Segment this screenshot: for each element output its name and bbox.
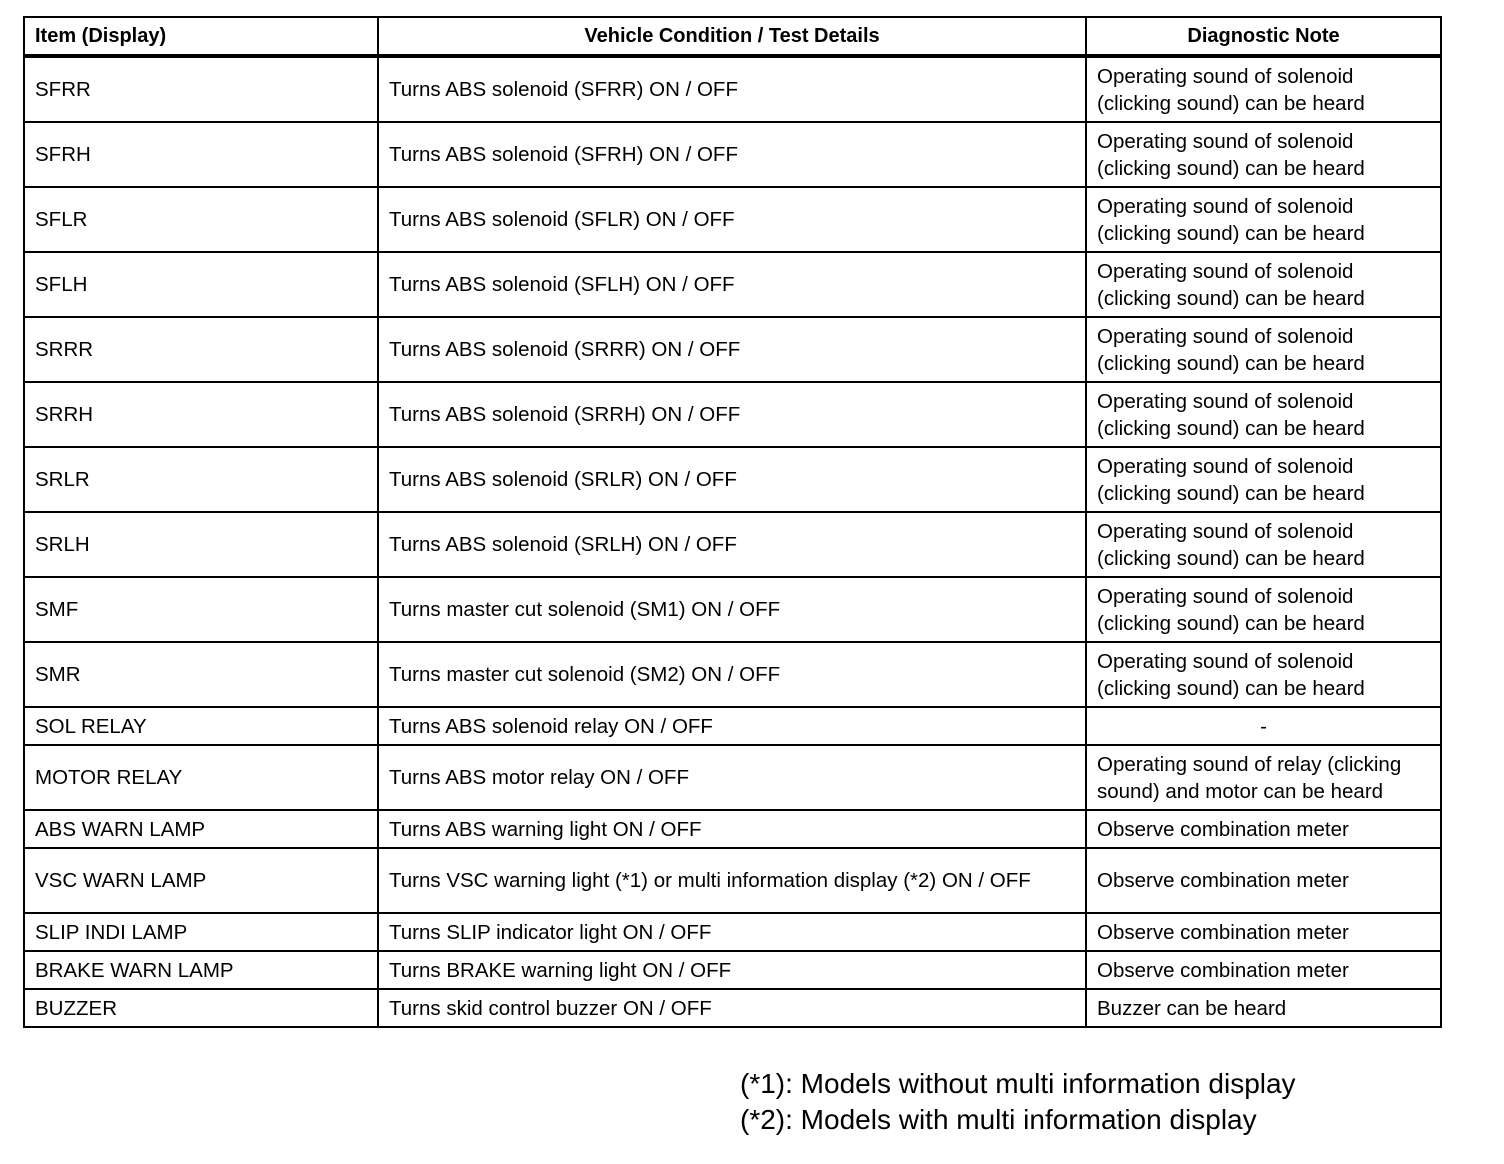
note-cell: Observe combination meter bbox=[1086, 848, 1441, 913]
item-cell: SRLH bbox=[24, 512, 378, 577]
details-cell: Turns ABS motor relay ON / OFF bbox=[378, 745, 1086, 810]
header-details: Vehicle Condition / Test Details bbox=[378, 17, 1086, 56]
note-cell: - bbox=[1086, 707, 1441, 745]
details-cell: Turns master cut solenoid (SM1) ON / OFF bbox=[378, 577, 1086, 642]
table-row bbox=[24, 642, 1441, 707]
details-cell: Turns VSC warning light (*1) or multi information display (*2) ON / OFF bbox=[378, 848, 1086, 913]
footnote-2: (*2): Models with multi information display bbox=[740, 1104, 1257, 1135]
item-cell: VSC WARN LAMP bbox=[24, 848, 378, 913]
footnote-1: (*1): Models without multi information display bbox=[740, 1068, 1296, 1099]
table-row bbox=[24, 848, 1441, 913]
details-cell: Turns ABS solenoid (SRRR) ON / OFF bbox=[378, 317, 1086, 382]
header-item: Item (Display) bbox=[24, 17, 378, 56]
details-cell: Turns master cut solenoid (SM2) ON / OFF bbox=[378, 642, 1086, 707]
table-row bbox=[24, 913, 1441, 951]
details-cell: Turns ABS warning light ON / OFF bbox=[378, 810, 1086, 848]
item-cell: SOL RELAY bbox=[24, 707, 378, 745]
note-cell: Observe combination meter bbox=[1086, 810, 1441, 848]
note-cell: Observe combination meter bbox=[1086, 913, 1441, 951]
table-row bbox=[24, 810, 1441, 848]
details-cell: Turns ABS solenoid (SRLR) ON / OFF bbox=[378, 447, 1086, 512]
table-row bbox=[24, 447, 1441, 512]
details-cell: Turns ABS solenoid (SFRH) ON / OFF bbox=[378, 122, 1086, 187]
note-cell: Observe combination meter bbox=[1086, 951, 1441, 989]
note-cell: Operating sound of solenoid (clicking sound) can be heard bbox=[1086, 382, 1441, 447]
table-row bbox=[24, 382, 1441, 447]
table-row bbox=[24, 707, 1441, 745]
item-cell: SFRH bbox=[24, 122, 378, 187]
item-cell: SFLH bbox=[24, 252, 378, 317]
details-cell: Turns ABS solenoid (SFLH) ON / OFF bbox=[378, 252, 1086, 317]
details-cell: Turns SLIP indicator light ON / OFF bbox=[378, 913, 1086, 951]
item-cell: BUZZER bbox=[24, 989, 378, 1027]
note-cell: Operating sound of relay (clicking sound) and motor can be heard bbox=[1086, 745, 1441, 810]
details-cell: Turns ABS solenoid (SFRR) ON / OFF bbox=[378, 56, 1086, 122]
details-cell: Turns ABS solenoid (SFLR) ON / OFF bbox=[378, 187, 1086, 252]
details-cell: Turns ABS solenoid (SRLH) ON / OFF bbox=[378, 512, 1086, 577]
active-test-table bbox=[23, 16, 1442, 1028]
item-cell: MOTOR RELAY bbox=[24, 745, 378, 810]
item-cell: SRRR bbox=[24, 317, 378, 382]
item-cell: ABS WARN LAMP bbox=[24, 810, 378, 848]
note-cell: Operating sound of solenoid (clicking sound) can be heard bbox=[1086, 252, 1441, 317]
details-cell: Turns ABS solenoid relay ON / OFF bbox=[378, 707, 1086, 745]
table-row bbox=[24, 951, 1441, 989]
item-cell: SFLR bbox=[24, 187, 378, 252]
note-cell: Operating sound of solenoid (clicking sound) can be heard bbox=[1086, 122, 1441, 187]
note-cell: Operating sound of solenoid (clicking sound) can be heard bbox=[1086, 447, 1441, 512]
table-row bbox=[24, 745, 1441, 810]
table-row bbox=[24, 56, 1441, 122]
details-cell: Turns skid control buzzer ON / OFF bbox=[378, 989, 1086, 1027]
table-row bbox=[24, 122, 1441, 187]
item-cell: SLIP INDI LAMP bbox=[24, 913, 378, 951]
table-row bbox=[24, 577, 1441, 642]
details-cell: Turns ABS solenoid (SRRH) ON / OFF bbox=[378, 382, 1086, 447]
item-cell: SMR bbox=[24, 642, 378, 707]
table-row bbox=[24, 317, 1441, 382]
note-cell: Operating sound of solenoid (clicking sound) can be heard bbox=[1086, 317, 1441, 382]
details-cell: Turns BRAKE warning light ON / OFF bbox=[378, 951, 1086, 989]
item-cell: BRAKE WARN LAMP bbox=[24, 951, 378, 989]
header-note: Diagnostic Note bbox=[1086, 17, 1441, 56]
header-row bbox=[24, 17, 1441, 56]
note-cell: Buzzer can be heard bbox=[1086, 989, 1441, 1027]
note-cell: Operating sound of solenoid (clicking sound) can be heard bbox=[1086, 56, 1441, 122]
item-cell: SRRH bbox=[24, 382, 378, 447]
item-cell: SRLR bbox=[24, 447, 378, 512]
note-cell: Operating sound of solenoid (clicking sound) can be heard bbox=[1086, 577, 1441, 642]
item-cell: SMF bbox=[24, 577, 378, 642]
table-row bbox=[24, 989, 1441, 1027]
note-cell: Operating sound of solenoid (clicking sound) can be heard bbox=[1086, 187, 1441, 252]
note-cell: Operating sound of solenoid (clicking sound) can be heard bbox=[1086, 642, 1441, 707]
table-row bbox=[24, 187, 1441, 252]
table-row bbox=[24, 512, 1441, 577]
item-cell: SFRR bbox=[24, 56, 378, 122]
footnotes bbox=[740, 1066, 1296, 1138]
note-cell: Operating sound of solenoid (clicking sound) can be heard bbox=[1086, 512, 1441, 577]
table-row bbox=[24, 252, 1441, 317]
